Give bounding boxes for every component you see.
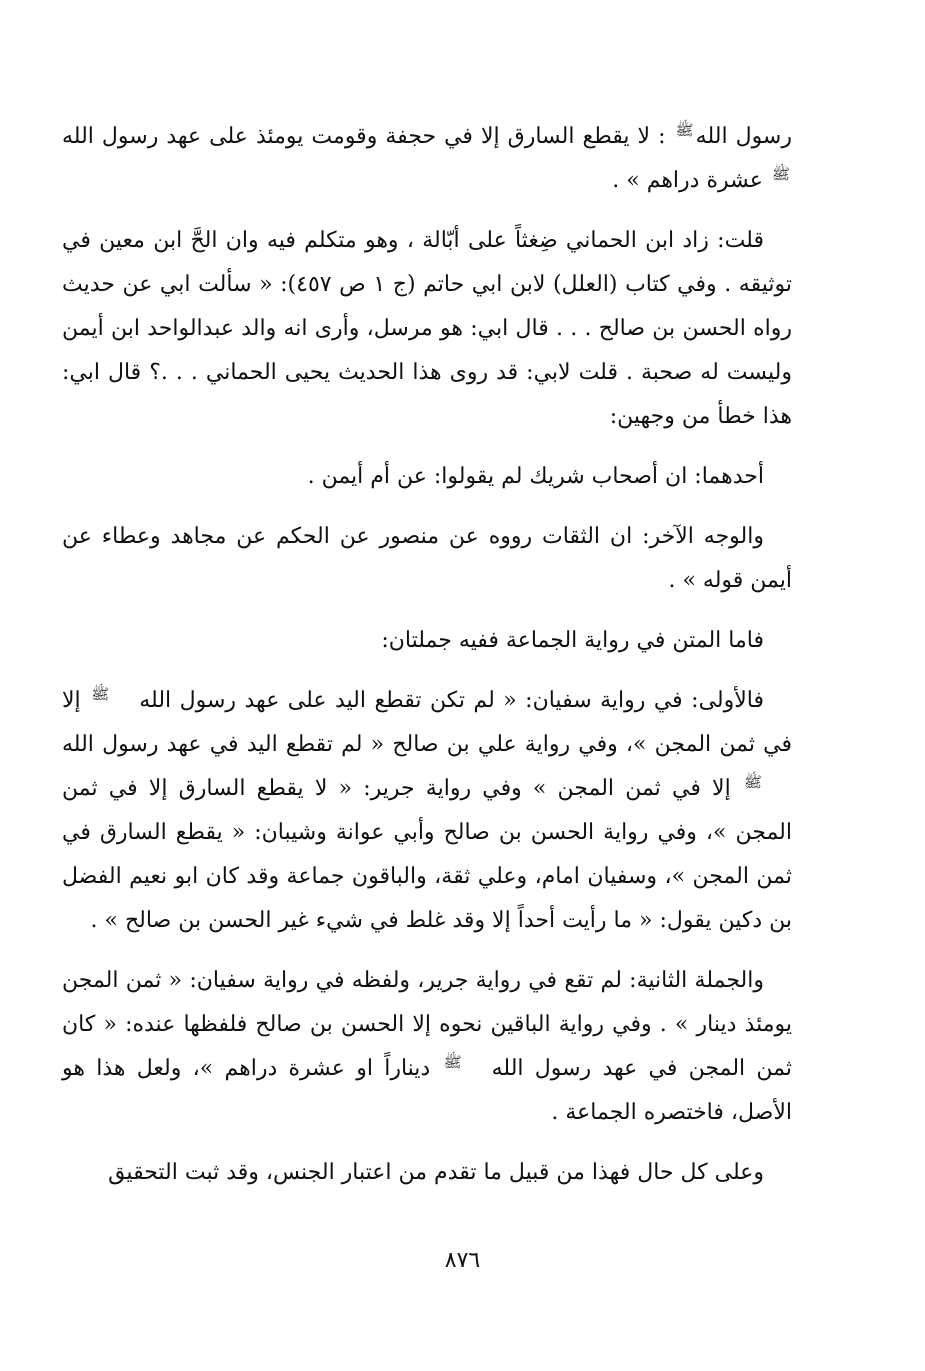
paragraph-1-part-3: عشرة دراهم » . <box>612 168 770 193</box>
salla-allahu-alayhi-wasallam-icon: ﷺ <box>443 1052 462 1071</box>
paragraph-7-part-2: ديناراً او عشرة دراهم »، ولعل هذا هو الأصل، فاختصره الجماعة . <box>62 1056 792 1125</box>
paragraph-1-part-2: : لا يقطع السارق إلا في حجفة وقومت يومئذ على عهد رسول الله <box>62 124 674 149</box>
paragraph-3: أحدهما: ان أصحاب شريك لم يقولوا: عن أم أيمن . <box>307 464 764 489</box>
paragraph-1 <box>62 115 792 203</box>
paragraph-4: والوجه الآخر: ان الثقات رووه عن منصور عن الحكم عن مجاهد وعطاء عن أيمن قوله » . <box>62 524 792 593</box>
salla-allahu-alayhi-wasallam-icon: ﷺ <box>91 684 110 703</box>
paragraph-8: وعلى كل حال فهذا من قبيل ما تقدم من اعتبار الجنس، وقد ثبت التحقيق <box>108 1160 764 1185</box>
salla-allahu-alayhi-wasallam-icon: ﷺ <box>743 772 762 791</box>
page-number: ٨٧٦ <box>444 1248 481 1273</box>
paragraph-6-part-1: فالأولى: في رواية سفيان: « لم تكن تقطع اليد على عهد رسول الله <box>139 688 765 713</box>
paragraph-2: قلت: زاد ابن الحماني ضِغثاً على أبّالة ، وهو متكلم فيه وان الحَّ ابن معين في توثيقه . وفي كتاب (العلل) لابن ابي حاتم (ج ١ ص ٤٥٧): « سألت ابي عن حديث رواه الحسن بن صالح . . . قال ابي: هو مرسل، وأرى انه والد عبدالواحد ابن أيمن وليست له صحبة . قلت لابي: قد روى هذا الحديث يحيى الحماني . . .؟ قال ابي: هذا خطأ من وجهين: <box>62 228 792 429</box>
paragraph-1-part-1: رسول الله <box>695 124 792 149</box>
paragraph-7 <box>62 959 792 1135</box>
paragraph-6-part-2: إلا في ثمن المجن »، وفي رواية علي بن صالح « لم تقطع اليد في عهد رسول الله <box>62 688 792 757</box>
paragraph-7-part-1: والجملة الثانية: لم تقع في رواية جرير، ولفظه في رواية سفيان: « ثمن المجن يومئذ دينار » . وفي رواية الباقين نحوه إلا الحسن بن صالح فلفظها عنده: « كان ثمن المجن في عهد رسول الله <box>62 968 792 1081</box>
salla-allahu-alayhi-wasallam-icon: ﷺ <box>675 120 694 139</box>
paragraph-5: فاما المتن في رواية الجماعة ففيه جملتان: <box>381 628 764 653</box>
paragraph-6 <box>62 679 792 943</box>
paragraph-6-part-3: إلا في ثمن المجن » وفي رواية جرير: « لا يقطع السارق إلا في ثمن المجن »، وفي رواية الحسن بن صالح وأبي عوانة وشيبان: « يقطع السارق في ثمن المجن »، وسفيان امام، وعلي ثقة، والباقون جماعة وقد كان ابو نعيم الفضل بن دكين يقول: « ما رأيت أحداً إلا وقد غلط في شيء غير الحسن بن صالح » . <box>62 776 792 933</box>
salla-allahu-alayhi-wasallam-icon: ﷺ <box>771 164 790 183</box>
page-body <box>62 115 792 1211</box>
